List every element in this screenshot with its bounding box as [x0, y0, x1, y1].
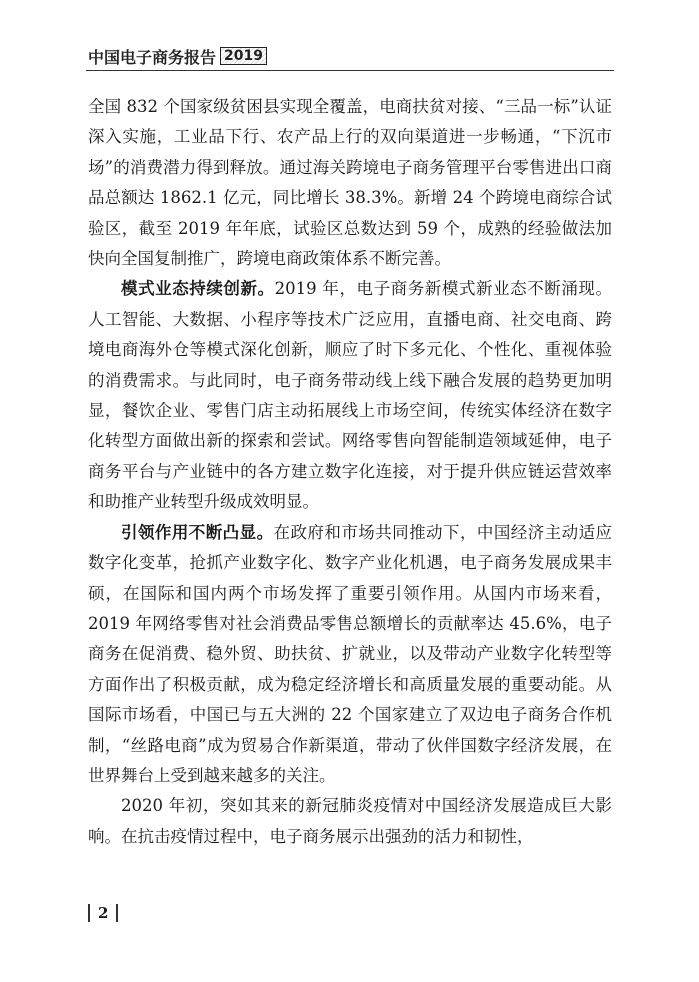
- running-header: [88, 46, 267, 66]
- paragraph-lead-heading: 模式业态持续创新。: [121, 279, 275, 299]
- paragraph-text: 2020 年初，突如其来的新冠肺炎疫情对中国经济发展造成巨大影响。在抗击疫情过程中，电子商务展示出强劲的活力和韧性，: [88, 796, 612, 846]
- paragraph-leading-role: [88, 518, 612, 792]
- footer-bar-right: [116, 904, 118, 922]
- footer-bar-left: [88, 904, 90, 922]
- page-footer: [88, 902, 118, 924]
- paragraph-text: 全国 832 个国家级贫困县实现全覆盖，电商扶贫对接、“三品一标”认证深入实施，工业品下行、农产品上行的双向渠道进一步畅通，“下沉市场”的消费潜力得到释放。通过海关跨境电子商务管理平台零售进出口商品总额达 1862.1 亿元，同比增长 38.3%。新增 24 个跨境电商综合试验区，截至 2019 年年底，试验区总数达到 59 个，成熟的经验做法加快向全国复制推广，跨境电商政策体系不断完善。: [88, 97, 612, 269]
- paragraph-text: 在政府和市场共同推动下，中国经济主动适应数字化变革，抢抓产业数字化、数字产业化机遇，电子商务发展成果丰硕，在国际和国内两个市场发挥了重要引领作用。从国内市场来看，2019 年网络零售对社会消费品零售总额增长的贡献率达 45.6%，电子商务在促消费、稳外贸、助扶贫、扩就业，以及带动产业数字化转型等方面作出了积极贡献，成为稳定经济增长和高质量发展的重要动能。从国际市场看，中国已与五大洲的 22 个国家建立了双边电子商务合作机制，“丝路电商”成为贸易合作新渠道，带动了伙伴国数字经济发展，在世界舞台上受到越来越多的关注。: [88, 522, 613, 785]
- report-year-badge: 2019: [220, 47, 267, 65]
- paragraph-lead-heading: 引领作用不断凸显。: [121, 522, 274, 542]
- page-number: 2: [98, 904, 109, 922]
- report-title: 中国电子商务报告: [88, 47, 217, 67]
- paragraph-pandemic: [88, 791, 612, 852]
- paragraph-model-innovation: [88, 274, 612, 517]
- paragraph-text: 2019 年，电子商务新模式新业态不断涌现。人工智能、大数据、小程序等技术广泛应用，直播电商、社交电商、跨境电商海外仓等模式深化创新，顺应了时下多元化、个性化、重视体验的消费需求。与此同时，电子商务带动线上线下融合发展的趋势更加明显，餐饮企业、零售门店主动拓展线上市场空间，传统实体经济在数字化转型方面做出新的探索和尝试。网络零售向智能制造领域延伸，电子商务平台与产业链中的各方建立数字化连接，对于提升供应链运营效率和助推产业转型升级成效明显。: [88, 279, 612, 512]
- header-divider: [86, 70, 614, 71]
- paragraph-continuation: [88, 92, 612, 274]
- body-text: [88, 92, 612, 852]
